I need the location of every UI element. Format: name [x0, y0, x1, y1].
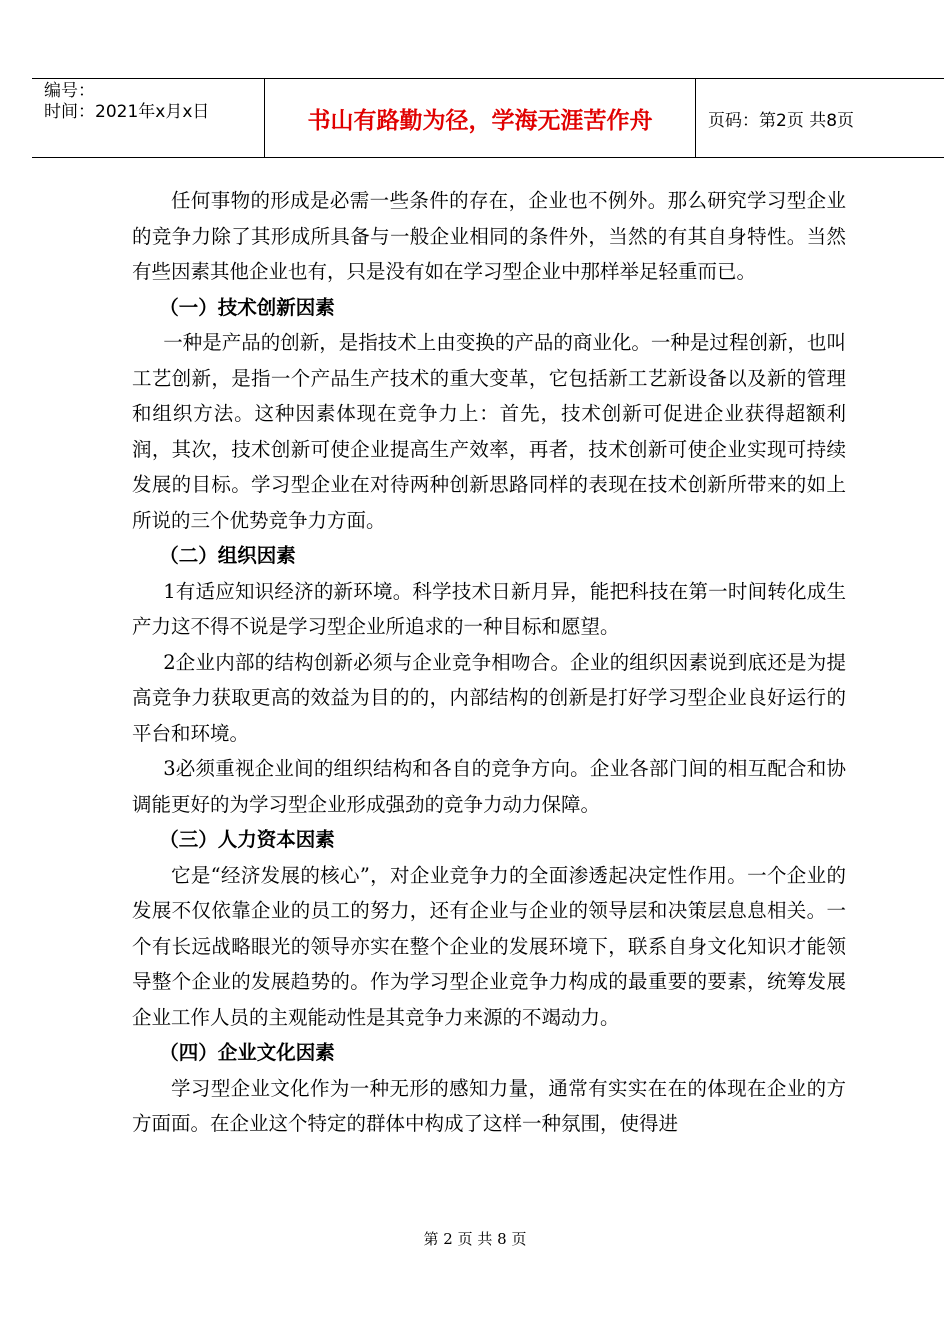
page-info: 页码：第2页 共8页 [708, 110, 855, 131]
section-heading-culture: （四）企业文化因素 [159, 1041, 335, 1064]
document-body [132, 183, 846, 1142]
page-header [32, 78, 944, 158]
org-paragraph-2: 2企业内部的结构创新必须与企业竞争相吻合。企业的组织因素说到底还是为提高竞争力获取更高的效益为目的的，内部结构的创新是打好学习型企业良好运行的平台和环境。 [132, 650, 846, 745]
header-meta-cell [32, 79, 265, 157]
footer-page-number: 第 2 页 共 8 页 [423, 1230, 527, 1248]
culture-paragraph: 学习型企业文化作为一种无形的感知力量，通常有实实在在的体现在企业的方方面面。在企业这个特定的群体中构成了这样一种氛围，使得进 [132, 1076, 846, 1135]
section-heading-human-capital: （三）人力资本因素 [159, 828, 335, 851]
section-heading-tech: （一）技术创新因素 [159, 295, 335, 319]
number-label: 编号： [44, 81, 95, 101]
org-paragraph-3: 3必须重视企业间的组织结构和各自的竞争方向。企业各部门间的相互配合和协调能更好的为学习型企业形成强劲的竞争力动力保障。 [132, 757, 846, 816]
human-capital-paragraph: 它是“经济发展的核心”，对企业竞争力的全面渗透起决定性作用。一个企业的发展不仅依靠企业的员工的努力，还有企业与企业的领导层和决策层息息相关。一个有长远战略眼光的领导亦实在整个企业的发展环境下，联系自身文化知识才能领导整个企业的发展趋势的。作为学习型企业竞争力构成的最重要的要素，统筹发展企业工作人员的主观能动性是其竞争力来源的不竭动力。 [132, 863, 846, 1029]
motto-text: 书山有路勤为径，学海无涯苦作舟 [307, 107, 653, 134]
intro-paragraph: 任何事物的形成是必需一些条件的存在，企业也不例外。那么研究学习型企业的竞争力除了其形成所具备与一般企业相同的条件外，当然的有其自身特性。当然有些因素其他企业也有，只是没有如在学习型企业中那样举足轻重而已。 [132, 189, 846, 283]
section-heading-org: （二）组织因素 [159, 544, 296, 567]
time-label: 时间：2021年x月x日 [44, 102, 210, 122]
org-paragraph-1: 1有适应知识经济的新环境。科学技术日新月异，能把科技在第一时间转化成生产力这不得不说是学习型企业所追求的一种目标和愿望。 [132, 579, 846, 638]
header-motto-cell [265, 79, 696, 157]
header-page-cell [696, 79, 944, 157]
page-footer [0, 1228, 950, 1249]
tech-paragraph: 一种是产品的创新，是指技术上由变换的产品的商业化。一种是过程创新，也叫工艺创新，是指一个产品生产技术的重大变革，它包括新工艺新设备以及新的管理和组织方法。这种因素体现在竞争力上：首先，技术创新可促进企业获得超额利润，其次，技术创新可使企业提高生产效率，再者，技术创新可使企业实现可持续发展的目标。学习型企业在对待两种创新思路同样的表现在技术创新所带来的如上所说的三个优势竞争力方面。 [132, 331, 846, 532]
